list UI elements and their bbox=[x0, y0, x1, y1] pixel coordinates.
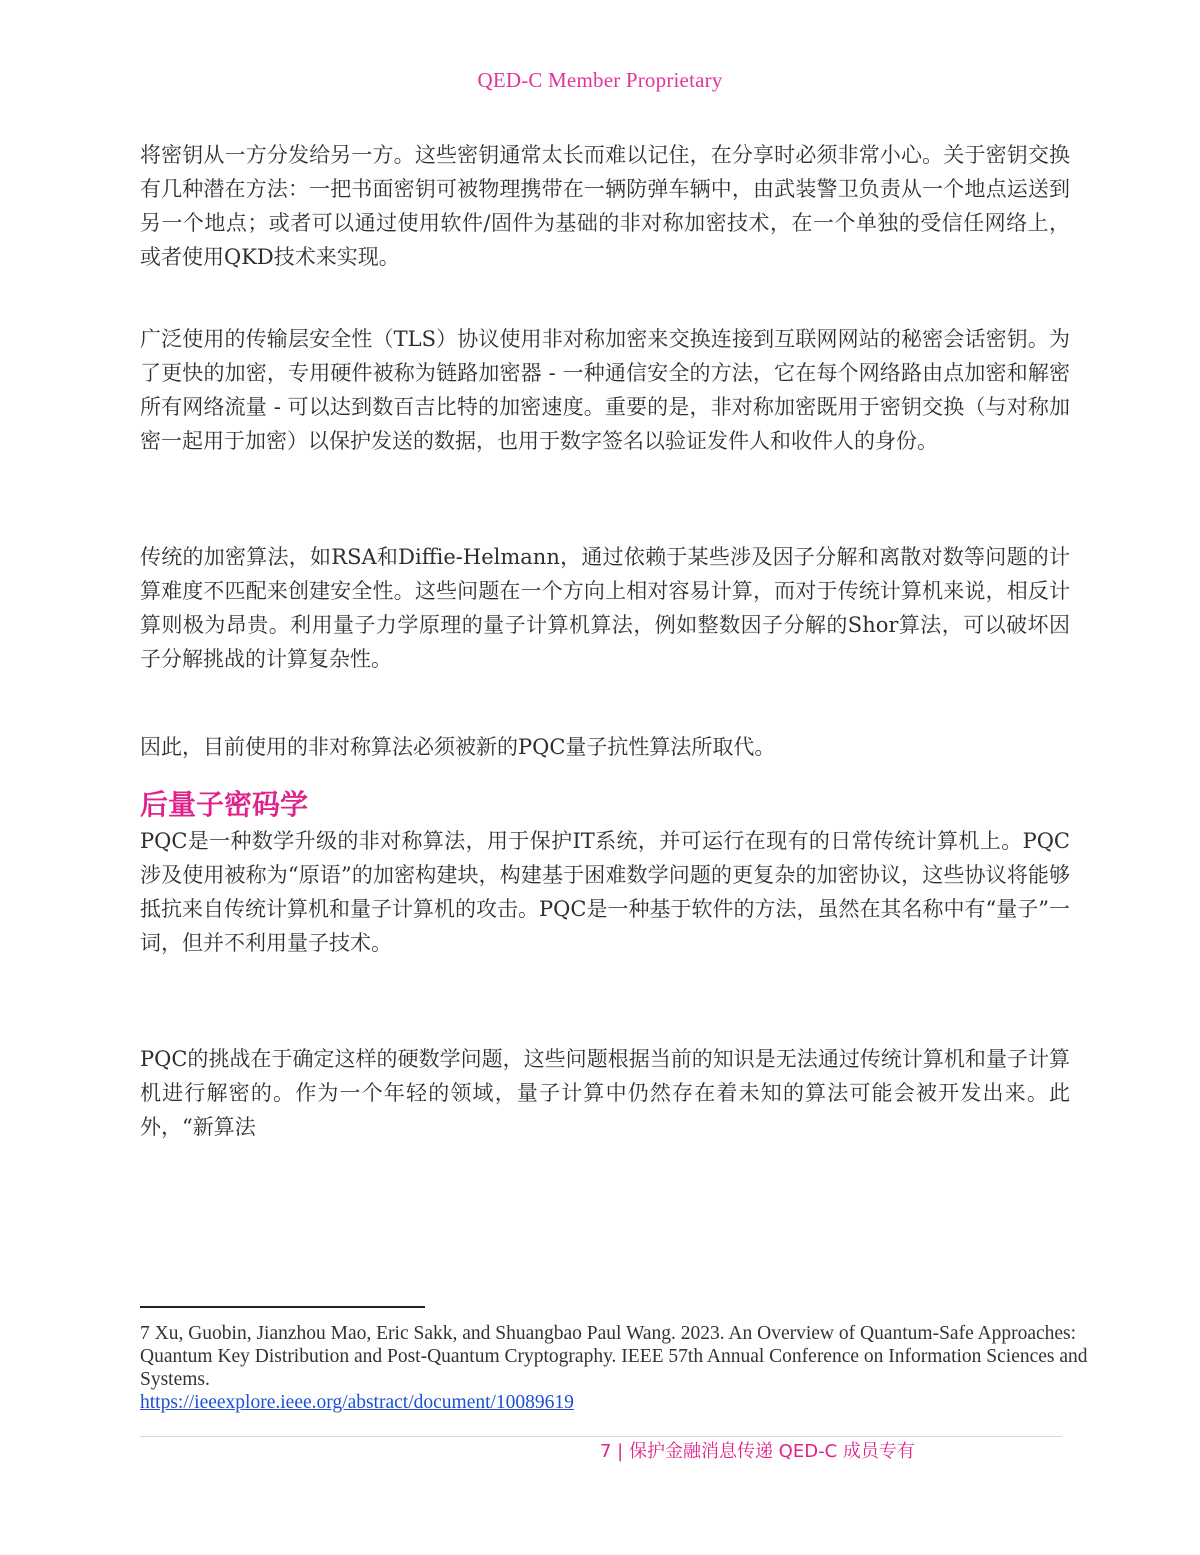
section-heading-pqc: 后量子密码学 bbox=[140, 788, 309, 821]
body-paragraph-2: 广泛使用的传输层安全性（TLS）协议使用非对称加密来交换连接到互联网网站的秘密会话密钥。为了更快的加密，专用硬件被称为链路加密器 - 一种通信安全的方法，它在每个网络路由点加密和解密所有网络流量 - 可以达到数百吉比特的加密速度。重要的是，非对称加密既用于密钥交换（与对称加密一起用于加密）以保护发送的数据，也用于数字签名以验证发件人和收件人的身份。 bbox=[140, 327, 1070, 453]
body-paragraph-1: 将密钥从一方分发给另一方。这些密钥通常太长而难以记住，在分享时必须非常小心。关于密钥交换有几种潜在方法：一把书面密钥可被物理携带在一辆防弹车辆中，由武装警卫负责从一个地点运送到另一个地点；或者可以通过使用软件/固件为基础的非对称加密技术，在一个单独的受信任网络上，或者使用QKD技术来实现。 bbox=[140, 143, 1070, 269]
footnote-citation: 7 Xu, Guobin, Jianzhou Mao, Eric Sakk, and Shuangbao Paul Wang. 2023. An Overview of Quantum-Safe Approaches: Quantum Key Distribution and Post-Quantum Cryptography. IEEE 57th Annual Conference on Information Sciences and Systems. bbox=[140, 1323, 1088, 1390]
page-footer: 7 | 保护金融消息传递 QED-C 成员专有 bbox=[600, 1441, 915, 1462]
section-paragraph-2: PQC的挑战在于确定这样的硬数学问题，这些问题根据当前的知识是无法通过传统计算机和量子计算机进行解密的。作为一个年轻的领域，量子计算中仍然存在着未知的算法可能会被开发出来。此外，“新算法 bbox=[140, 1047, 1070, 1139]
body-paragraph-3: 传统的加密算法，如RSA和Diffie-Helmann，通过依赖于某些涉及因子分解和离散对数等问题的计算难度不匹配来创建安全性。这些问题在一个方向上相对容易计算，而对于传统计算机来说，相反计算则极为昂贵。利用量子力学原理的量子计算机算法，例如整数因子分解的Shor算法，可以破坏因子分解挑战的计算复杂性。 bbox=[140, 545, 1070, 671]
body-paragraph-4: 因此，目前使用的非对称算法必须被新的PQC量子抗性算法所取代。 bbox=[140, 735, 776, 759]
footnote-link[interactable]: https://ieeexplore.ieee.org/abstract/document/10089619 bbox=[140, 1392, 574, 1413]
section-paragraph-1: PQC是一种数学升级的非对称算法，用于保护IT系统，并可运行在现有的日常传统计算机上。PQC涉及使用被称为“原语”的加密构建块，构建基于困难数学问题的更复杂的加密协议，这些协议将能够抵抗来自传统计算机和量子计算机的攻击。PQC是一种基于软件的方法，虽然在其名称中有“量子”一词，但并不利用量子技术。 bbox=[140, 829, 1070, 955]
footnote-divider bbox=[140, 1306, 425, 1308]
main-content bbox=[140, 138, 1070, 1144]
footnote bbox=[140, 1322, 1090, 1414]
page-header: QED-C Member Proprietary bbox=[477, 68, 723, 92]
